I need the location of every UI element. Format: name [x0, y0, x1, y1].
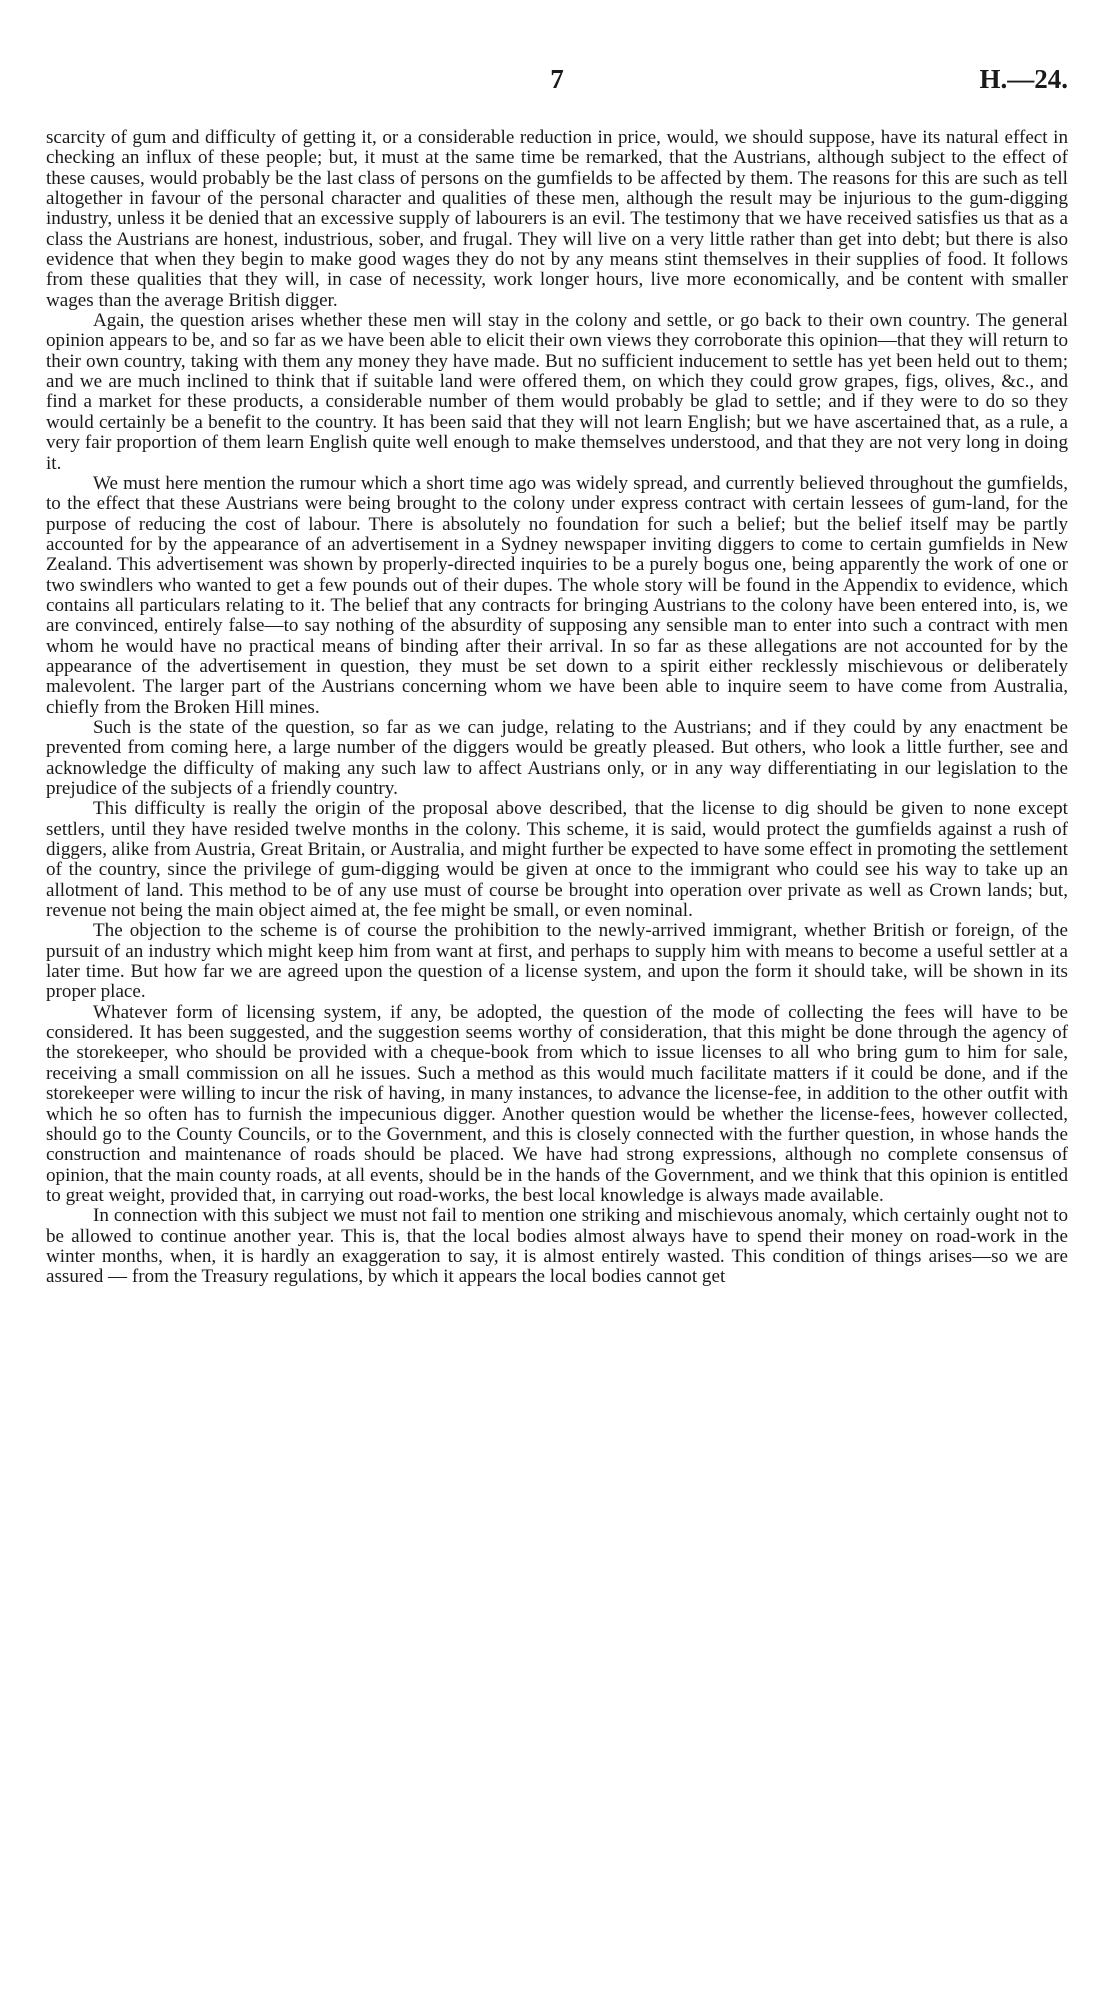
document-reference: H.—24.	[979, 64, 1068, 94]
paragraph-4: Such is the state of the question, so far as we can judge, relating to the Austrians; and if they could by any enactment be prevented from coming here, a large number of the diggers would be greatly pleased. But others, who look a little further, see and acknowledge the difficulty of making any such law to affect Austrians only, or in any way differentiating in our legislation to the prejudice of the subjects of a friendly country.	[46, 716, 1068, 799]
paragraph-7: Whatever form of licensing system, if any, be adopted, the question of the mode of collecting the fees will have to be considered. It has been suggested, and the suggestion seems worthy of consideration, that this might be done through the agency of the storekeeper, who should be provided with a cheque-book from which to issue licenses to all who bring gum to him for sale, receiving a small commission on all he issues. Such a method as this would much facilitate matters if it could be done, and if the storekeeper were willing to incur the risk of having, in many instances, to advance the license-fee, in addition to the other outfit with which he so often has to furnish the impecunious digger. Another question would be whether the license-fees, however collected, should go to the County Councils, or to the Government, and this is closely connected with the further question, in whose hands the construction and maintenance of roads should be placed. We have had strong expressions, although no complete consensus of opinion, that the main county roads, at all events, should be in the hands of the Government, and we think that this opinion is entitled to great weight, provided that, in carrying out road-works, the best local knowledge is always made available.	[46, 1001, 1068, 1206]
paragraph-3: We must here mention the rumour which a short time ago was widely spread, and currently believed throughout the gumfields, to the effect that these Austrians were being brought to the colony under express contract with certain lessees of gum-land, for the purpose of reducing the cost of labour. There is absolutely no foundation for such a belief; but the belief itself may be partly accounted for by the appearance of an advertisement in a Sydney newspaper inviting diggers to come to certain gumfields in New Zealand. This advertisement was shown by properly-directed inquiries to be a purely bogus one, being apparently the work of one or two swindlers who wanted to get a few pounds out of their dupes. The whole story will be found in the Appendix to evidence, which contains all particulars relating to it. The belief that any contracts for bringing Austrians to the colony have been entered into, is, we are convinced, entirely false—to say nothing of the absurdity of supposing any sensible man to enter into such a contract with men whom he would have no practical means of binding after their arrival. In so far as these allegations are not accounted for by the appearance of the advertisement in question, they must be set down to a spirit either recklessly mischievous or deliberately malevolent. The larger part of the Austrians concerning whom we have been able to inquire seem to have come from Australia, chiefly from the Broken Hill mines.	[46, 472, 1068, 718]
paragraph-1: scarcity of gum and difficulty of getting it, or a considerable reduction in price, would, we should suppose, have its natural effect in checking an influx of these people; but, it must at the same time be remarked, that the Austrians, although subject to the effect of these causes, would probably be the last class of persons on the gumfields to be affected by them. The reasons for this are such as tell altogether in favour of the personal character and qualities of these men, although the result may be injurious to the gum-digging industry, unless it be denied that an excessive supply of labourers is an evil. The testimony that we have received satisfies us that as a class the Austrians are honest, industrious, sober, and frugal. They will live on a very little rather than get into debt; but there is also evidence that when they begin to make good wages they do not by any means stint themselves in their supplies of food. It follows from these qualities that they will, in case of necessity, work longer hours, live more economically, and be content with smaller wages than the average British digger.	[46, 127, 1068, 311]
page-number: 7	[550, 64, 564, 94]
paragraph-2: Again, the question arises whether these men will stay in the colony and settle, or go back to their own country. The general opinion appears to be, and so far as we have been able to elicit their own views they corroborate this opinion—that they will return to their own country, taking with them any money they have made. But no sufficient inducement to settle has yet been held out to them; and we are much inclined to think that if suitable land were offered them, on which they could grow grapes, figs, olives, &c., and find a market for these products, a considerable number of them would probably be glad to settle; and if they were to do so they would certainly be a benefit to the country. It has been said that they will not learn English; but we have ascertained that, as a rule, a very fair proportion of them learn English quite well enough to make themselves understood, and that they are not very long in doing it.	[46, 310, 1068, 474]
report-body	[46, 128, 1068, 1288]
paragraph-5: This difficulty is really the origin of the proposal above described, that the license to dig should be given to none except settlers, until they have resided twelve months in the colony. This scheme, it is said, would protect the gumfields against a rush of diggers, alike from Austria, Great Britain, or Australia, and might further be expected to have some effect in promoting the settlement of the country, since the privilege of gum-digging would be given at once to the immigrant who could see his way to take up an allotment of land. This method to be of any use must of course be brought into operation over private as well as Crown lands; but, revenue not being the main object aimed at, the fee might be small, or even nominal.	[46, 798, 1068, 922]
paragraph-6: The objection to the scheme is of course the prohibition to the newly-arrived immigrant, whether British or foreign, of the pursuit of an industry which might keep him from want at first, and perhaps to supply him with means to become a useful settler at a later time. But how far we are agreed upon the question of a license system, and upon the form it should take, will be shown in its proper place.	[46, 920, 1068, 1003]
document-page	[46, 64, 1068, 1288]
paragraph-8: In connection with this subject we must not fail to mention one striking and mischievous anomaly, which certainly ought not to be allowed to continue another year. This is, that the local bodies almost always have to spend their money on road-work in the winter months, when, it is hardly an exaggeration to say, it is almost entirely wasted. This condition of things arises—so we are assured — from the Treasury regulations, by which it appears the local bodies cannot get	[46, 1205, 1068, 1288]
page-header	[46, 64, 1068, 104]
